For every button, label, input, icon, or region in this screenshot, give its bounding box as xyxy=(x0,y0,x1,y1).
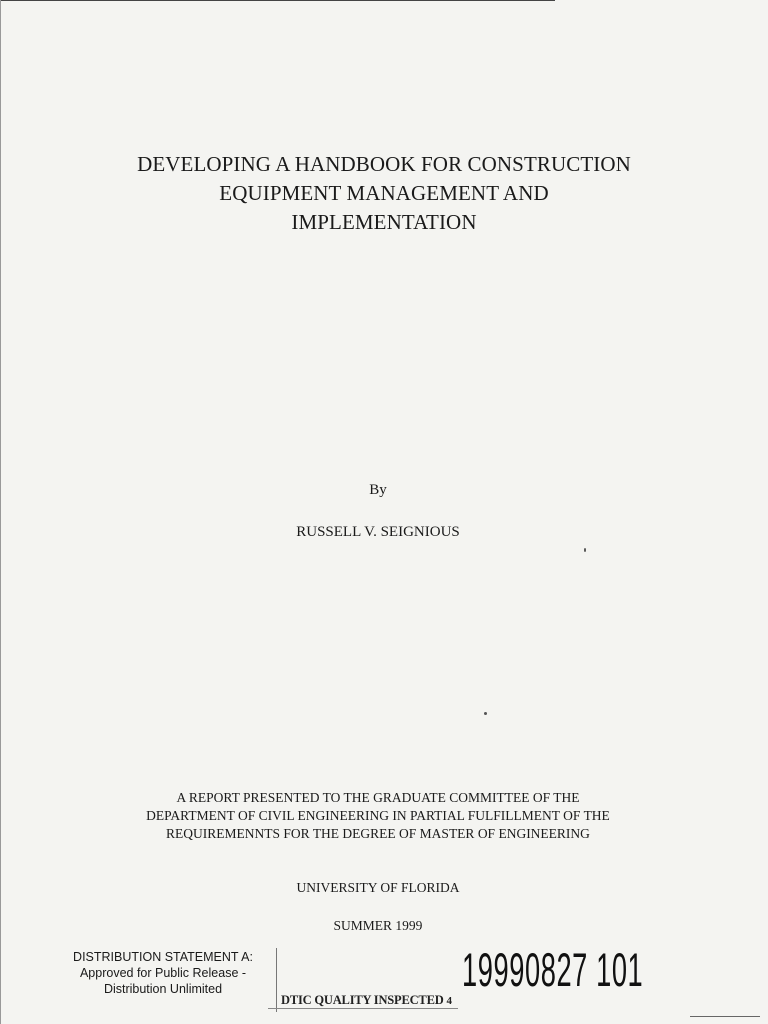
dtic-stamp-mark: 4 xyxy=(446,995,452,1007)
report-statement xyxy=(60,789,696,843)
distribution-line-1: DISTRIBUTION STATEMENT A: xyxy=(73,950,253,964)
page-top-border xyxy=(0,0,555,2)
distribution-line-2: Approved for Public Release - xyxy=(79,966,247,980)
title-line-3: IMPLEMENTATION xyxy=(291,210,477,234)
title-line-2: EQUIPMENT MANAGEMENT AND xyxy=(219,181,549,205)
distribution-statement xyxy=(52,949,274,997)
dtic-stamp-underline xyxy=(268,1008,458,1009)
dtic-stamp-text: DTIC QUALITY INSPECTED xyxy=(281,993,444,1007)
author-name: RUSSELL V. SEIGNIOUS xyxy=(296,524,460,540)
university-name: UNIVERSITY OF FLORIDA xyxy=(296,880,460,895)
by-label: By xyxy=(369,482,387,498)
report-line-1: A REPORT PRESENTED TO THE GRADUATE COMMITTEE OF THE xyxy=(176,790,580,805)
scan-speck xyxy=(484,712,487,715)
dtic-quality-stamp xyxy=(281,993,452,1008)
title-line-1: DEVELOPING A HANDBOOK FOR CONSTRUCTION xyxy=(137,152,631,176)
report-line-3: REQUIREMENNTS FOR THE DEGREE OF MASTER OF ENGINEERING xyxy=(166,826,590,841)
document-title xyxy=(60,150,708,237)
term-date: SUMMER 1999 xyxy=(333,918,423,933)
distribution-separator xyxy=(276,948,277,1012)
distribution-line-3: Distribution Unlimited xyxy=(103,982,223,996)
bottom-scan-mark xyxy=(690,1016,760,1017)
page-left-border xyxy=(0,0,1,1024)
accession-number: 19990827 101 xyxy=(462,943,644,996)
scan-speck xyxy=(584,548,586,552)
report-line-2: DEPARTMENT OF CIVIL ENGINEERING IN PARTIAL FULFILLMENT OF THE xyxy=(146,808,610,823)
